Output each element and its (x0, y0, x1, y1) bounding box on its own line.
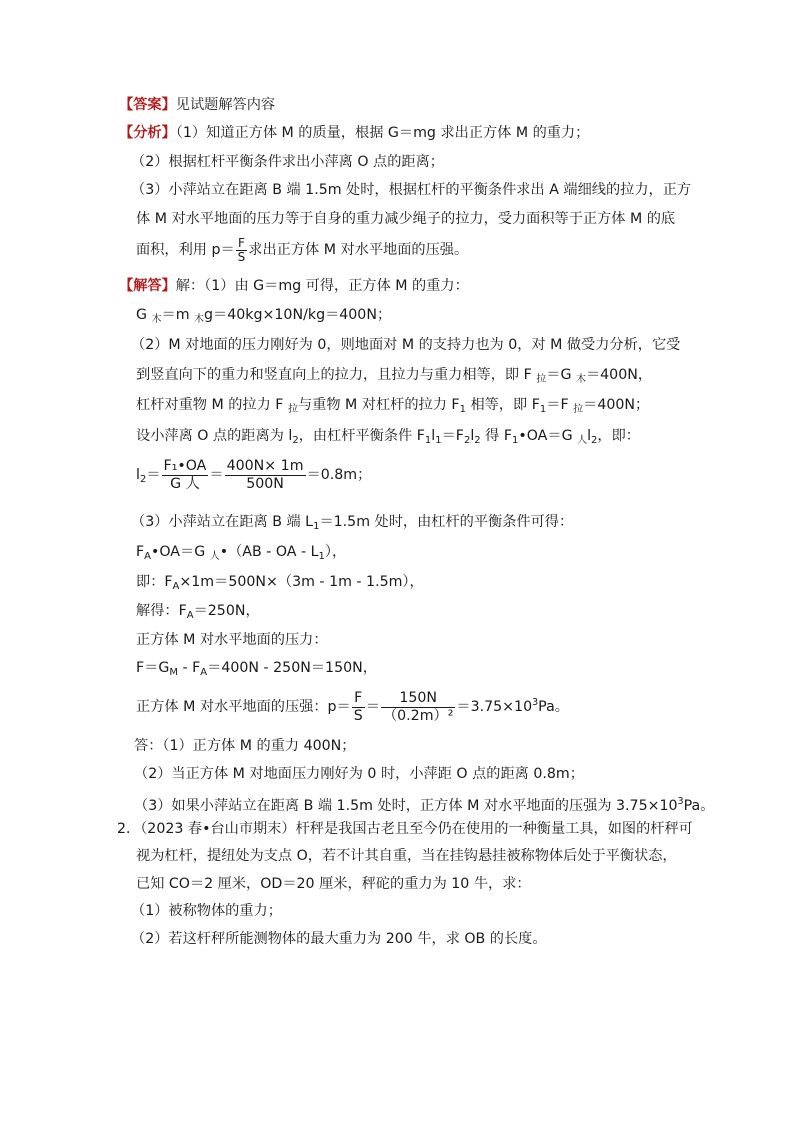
question-2-line-4: （1）被称物体的重力； (131, 903, 282, 919)
solution-line-6 (136, 427, 640, 450)
text-fragment: 3 (677, 796, 684, 807)
text-fragment: A (200, 667, 208, 678)
text-fragment: ＝400N； (583, 397, 650, 413)
text-fragment: 2 (463, 435, 471, 446)
analysis-line-5 (136, 232, 468, 268)
text-fragment: 人 (577, 435, 588, 446)
solution-line-5 (136, 396, 649, 419)
text-fragment: G 人 (170, 475, 200, 492)
text-fragment: 到竖直向下的重力和竖直向上的拉力，且拉力与重力相等，即 F (136, 367, 537, 383)
lever-fraction-2 (225, 458, 306, 493)
answer-text: 见试题解答内容 (175, 97, 276, 113)
text-fragment: ＝0.8m； (306, 467, 372, 483)
text-fragment: 与重物 M 对杠杆的拉力 F (297, 397, 460, 413)
text-fragment: 拉 (287, 404, 298, 415)
text-fragment: 拉 (573, 404, 584, 415)
text-fragment: （0.2m）² (382, 707, 454, 724)
solution-line-10 (136, 573, 424, 596)
solution-line-9 (136, 543, 346, 566)
text-fragment: ＝250N， (193, 603, 260, 619)
solution-line-1 (119, 277, 469, 295)
text-fragment: 2 (139, 474, 147, 485)
text-fragment: ，由杠杆平衡条件 F (298, 428, 425, 444)
analysis-line-4: 体 M 对水平地面的压力等于自身的重力减少绳子的拉力，受力面积等于正方体 M 的底 (136, 211, 676, 227)
solution-line-8 (131, 513, 573, 536)
text-fragment: 木 (151, 314, 162, 325)
lever-fraction-1 (162, 458, 209, 493)
text-fragment: （3）如果小萍站立在距离 B 端 1.5m 处时，正方体 M 对水平地面的压强为 3.75×10 (134, 798, 678, 814)
text-fragment: •OA＝G (518, 428, 578, 444)
fraction-numerator: F (236, 237, 248, 251)
solution-line-3: （2）M 对地面的压力刚好为 0，则地面对 M 的支持力也为 0，对 M 做受力分析，它受 (131, 337, 681, 353)
text-fragment: 1 (318, 551, 325, 562)
solution-line-12: 正方体 M 对水平地面的压力： (136, 632, 328, 648)
text-fragment: 杠杆对重物 M 的拉力 F (136, 397, 288, 413)
formula-pressure-fraction (236, 237, 248, 264)
question-2-line-5: （2）若这杆秤所能测物体的最大重力为 200 牛，求 OB 的长度。 (131, 931, 547, 947)
question-2-line-3: 已知 CO＝2 厘米，OD＝20 厘米，秤砣的重力为 10 牛，求： (136, 876, 531, 892)
text-fragment: ＝400N ‐ 250N＝150N， (207, 660, 377, 676)
text-fragment: 相等，即 F (465, 397, 540, 413)
analysis-line-3: （3）小萍站立在距离 B 端 1.5m 处时，根据杠杆的平衡条件求出 A 端细线的拉力，正方 (131, 182, 692, 198)
solution-line-4 (136, 366, 652, 389)
text-fragment: 正方体 M 对水平地面的压强：p＝ (136, 699, 351, 715)
question-2-line-2: 视为杠杆，提纽处为支点 O，若不计其自重，当在挂钩悬挂被称物体后处于平衡状态， (136, 848, 677, 864)
text-fragment: 1 (435, 435, 442, 446)
solution-tag: 【解答】 (119, 278, 176, 294)
question-2-text-1: （2023 春•台山市期末）杆秤是我国古老且至今仍在使用的一种衡量工具，如图的杆秤可 (140, 821, 693, 837)
text-fragment: ＝m (161, 307, 195, 323)
text-fragment: 木 (194, 314, 205, 325)
question-2-line-1 (117, 820, 693, 838)
text-fragment: F₁•OA (163, 457, 207, 474)
text-fragment: 150N (381, 690, 455, 708)
text-fragment: Pa。 (538, 699, 569, 715)
pressure-fraction-2 (381, 690, 455, 725)
text-fragment: 1 (424, 435, 432, 446)
text-fragment: ，即： (597, 428, 640, 444)
text-fragment: l (431, 428, 436, 444)
text-fragment: •OA＝G (151, 544, 210, 560)
reply-line-2: （2）当正方体 M 对地面压力刚好为 0 时，小萍距 O 点的距离 0.8m； (134, 766, 584, 782)
analysis-text-5b: 求出正方体 M 对水平地面的压强。 (248, 242, 469, 258)
text-fragment: 2 (591, 435, 598, 446)
solution-line-13 (136, 659, 377, 682)
analysis-line-2: （2）根据杠杆平衡条件求出小萍离 O 点的距离； (131, 154, 444, 170)
text-fragment: 1 (539, 404, 547, 415)
text-fragment: 1 (512, 435, 519, 446)
text-fragment: F＝G (136, 660, 170, 676)
text-fragment: ＝ (146, 467, 161, 483)
solution-line-14 (136, 683, 569, 727)
text-fragment: ＝ (365, 699, 380, 715)
reply-line-3 (134, 793, 714, 815)
analysis-tag: 【分析】 (119, 125, 176, 141)
text-fragment: ）， (324, 544, 347, 560)
text-fragment: （3）小萍站立在距离 B 端 L (131, 514, 314, 530)
text-fragment: 人 (209, 551, 220, 562)
text-fragment: Pa。 (683, 798, 715, 814)
text-fragment: ＝1.5m 处时，由杠杆的平衡条件可得： (319, 514, 574, 530)
text-fragment: •（AB ‐ OA ‐ L (219, 544, 319, 560)
solution-text-1: 解：（1）由 G＝mg 可得，正方体 M 的重力： (175, 278, 469, 294)
text-fragment: 即：F (136, 574, 173, 590)
text-fragment: 400N× 1m (226, 457, 304, 474)
solution-line-7 (136, 455, 371, 500)
fraction-denominator: S (237, 249, 246, 264)
text-fragment: 3 (532, 697, 539, 708)
reply-line-1: 答：（1）正方体 M 的重力 400N； (134, 738, 356, 754)
text-fragment: 2 (474, 435, 481, 446)
question-number: 2． (117, 821, 141, 837)
text-fragment: ‐ F (177, 660, 201, 676)
text-fragment: 得 F (480, 428, 513, 444)
answer-line (119, 96, 275, 114)
text-fragment: 2 (292, 435, 299, 446)
text-fragment: ＝F (441, 428, 464, 444)
text-fragment: 木 (575, 374, 586, 385)
text-fragment: F (352, 690, 365, 708)
text-fragment: 拉 (536, 374, 547, 385)
text-fragment: 500N (246, 475, 284, 492)
text-fragment: l (470, 428, 475, 444)
solution-line-11 (136, 602, 260, 625)
text-fragment: g＝40kg×10N/kg＝400N； (204, 307, 392, 323)
solution-line-2 (136, 306, 391, 329)
analysis-text-1: （1）知道正方体 M 的质量，根据 G＝mg 求出正方体 M 的重力； (175, 125, 590, 141)
text-fragment: A (186, 610, 194, 621)
text-fragment: ＝400N， (585, 367, 653, 383)
text-fragment: l (587, 428, 592, 444)
answer-tag: 【答案】 (119, 97, 176, 113)
analysis-line-1 (119, 124, 589, 142)
text-fragment: ＝3.75×10 (456, 699, 533, 715)
text-fragment: A (172, 581, 180, 592)
text-fragment: ＝G (546, 367, 576, 383)
text-fragment: ×1m＝500N×（3m ‐ 1m ‐ 1.5m）， (179, 574, 424, 590)
text-fragment: 解得：F (136, 603, 187, 619)
text-fragment: l (136, 467, 140, 483)
pressure-fraction-1 (352, 690, 365, 725)
text-fragment: F (136, 544, 145, 560)
text-fragment: A (144, 551, 152, 562)
text-fragment: G (136, 307, 152, 323)
text-fragment: 设小萍离 O 点的距离为 l (136, 428, 293, 444)
text-fragment: M (169, 667, 178, 678)
text-fragment: ＝F (546, 397, 574, 413)
text-fragment: 1 (313, 521, 320, 532)
text-fragment: 1 (459, 404, 466, 415)
analysis-text-5a: 面积，利用 p＝ (136, 242, 235, 258)
text-fragment: S (353, 707, 363, 724)
text-fragment: ＝ (209, 467, 224, 483)
